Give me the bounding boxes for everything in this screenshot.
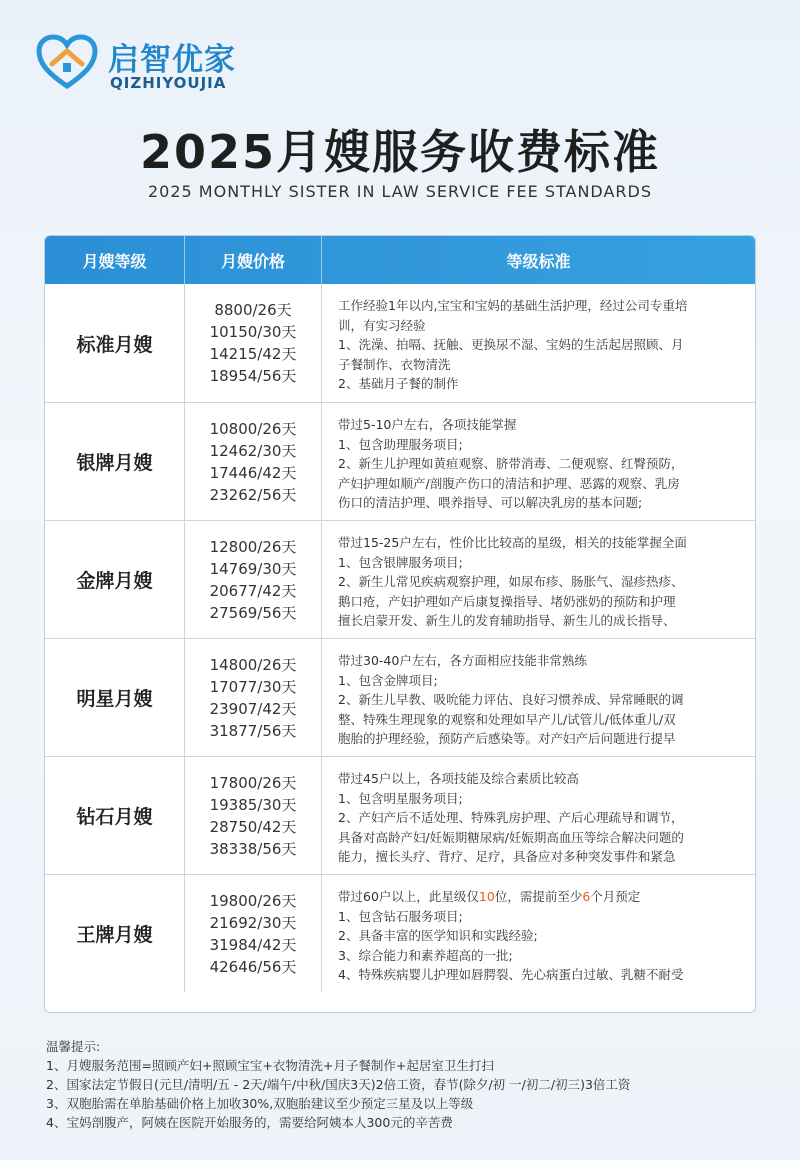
level-name: 金牌月嫂: [45, 521, 185, 638]
price-item: 14215/42天: [209, 345, 297, 363]
description-line: 2、具备丰富的医学知识和实践经验;: [338, 928, 538, 943]
tip-item: 1、月嫂服务范围=照顾产妇+照顾宝宝+衣物清洗+月子餐制作+起居室卫生打扫: [46, 1058, 494, 1073]
page-subtitle: 2025 MONTHLY SISTER IN LAW SERVICE FEE STANDARDS: [148, 182, 652, 201]
description-line: 子餐制作、衣物清洗: [338, 356, 451, 372]
price-list: [185, 403, 322, 520]
description-line: 1、包含钻石服务项目;: [338, 908, 463, 924]
description-line: 带过5-10户左右，各项技能掌握: [338, 417, 517, 432]
price-item: 20677/42天: [209, 581, 297, 600]
price-item: 19385/30天: [209, 795, 297, 814]
description-line: 产妇护理如顺产/剖腹产伤口的清洁和护理、恶露的观察、乳房: [338, 475, 680, 491]
description-line: 整、特殊生理现象的观察和处理如早产儿/试管儿/低体重儿/双: [338, 711, 676, 727]
description-line: 1、包含助理服务项目;: [338, 436, 463, 452]
price-item: 27569/56天: [209, 603, 297, 622]
price-item: 21692/30天: [209, 913, 297, 932]
description-line: 2、基础月子餐的制作: [338, 376, 459, 391]
price-item: 23262/56天: [209, 485, 297, 504]
price-item: 14800/26天: [209, 655, 297, 674]
price-item: 19800/26天: [209, 891, 297, 910]
table-header: [45, 236, 755, 284]
price-item: 17800/26天: [209, 773, 297, 792]
price-item: 31877/56天: [209, 721, 297, 740]
header-level: 月嫂等级: [45, 236, 185, 284]
table-row: [45, 638, 755, 756]
table-row: [45, 520, 755, 638]
description-line: 2、产妇产后不适处理、特殊乳房护理、产后心理疏导和调节，: [338, 810, 684, 825]
brand-name-en: QIZHIYOUJIA: [110, 74, 227, 92]
table-row: [45, 874, 755, 992]
price-item: 8800/26天: [214, 301, 292, 319]
tips-heading: 温馨提示:: [46, 1039, 101, 1054]
description-line: 带过15-25户左右，性价比比较高的星级，相关的技能掌握全面: [338, 535, 687, 550]
description-line: 擅长启蒙开发、新生儿的发育辅助指导、新生儿的成长指导、: [338, 613, 676, 628]
description-line: 1、洗澡、拍嗝、抚触、更换尿不湿、宝妈的生活起居照顾、月: [338, 337, 684, 352]
description-line: 1、包含明星服务项目;: [338, 790, 463, 806]
price-item: 10800/26天: [209, 419, 297, 438]
table-row: [45, 756, 755, 874]
price-item: 12800/26天: [209, 537, 297, 556]
description-line: 带过30-40户左右，各方面相应技能非常熟练: [338, 653, 587, 668]
description-text: 带过60户以上，此星级仅: [338, 889, 479, 904]
level-name: 王牌月嫂: [45, 875, 185, 992]
price-item: 31984/42天: [209, 935, 297, 954]
description-text: 个月预定: [590, 889, 641, 904]
level-description: [322, 757, 755, 874]
header-standard: 等级标准: [506, 251, 571, 271]
description-line: 1、包含金牌项目;: [338, 672, 438, 688]
table-row: [45, 402, 755, 520]
level-description: [322, 639, 755, 756]
description-line: 具备对高龄产妇/妊娠期糖尿病/妊娠期高血压等综合解决问题的: [338, 829, 684, 845]
level-name: 钻石月嫂: [45, 757, 185, 874]
table-body: [45, 284, 755, 992]
description-line: 2、新生儿常见疾病观察护理，如尿布疹、肠胀气、湿疹热疹、: [338, 574, 684, 589]
price-item: 38338/56天: [209, 839, 297, 858]
description-line: 4、特殊疾病婴儿护理如唇腭裂、先心病蛋白过敏、乳糖不耐受: [338, 967, 684, 982]
highlight-number: 10: [478, 889, 495, 904]
table-row: [45, 284, 755, 402]
level-name: 明星月嫂: [45, 639, 185, 756]
level-description: [322, 284, 755, 402]
highlight-number: 6: [582, 889, 591, 904]
tip-item: 2、国家法定节假日(元旦/清明/五 - 2天/端午/中秋/国庆3天)2倍工资，春节(除夕/初 一/初二/初三)3倍工资: [46, 1077, 631, 1092]
price-item: 17077/30天: [209, 677, 297, 696]
price-item: 28750/42天: [209, 817, 297, 836]
price-item: 18954/56天: [209, 367, 297, 385]
brand-name-cn: 启智优家: [108, 42, 236, 78]
house-heart-logo-icon: [36, 34, 98, 90]
level-name: 银牌月嫂: [45, 403, 185, 520]
description-line: 带过45户以上，各项技能及综合素质比较高: [338, 771, 579, 786]
price-list: [185, 521, 322, 638]
level-description: [322, 521, 755, 638]
header-price: 月嫂价格: [185, 236, 322, 284]
page-title: 2025月嫂服务收费标准: [139, 125, 661, 179]
price-list: [185, 875, 322, 992]
description-line: [338, 887, 745, 907]
tip-item: 4、宝妈剖腹产，阿姨在医院开始服务的，需要给阿姨本人300元的辛苦费: [46, 1115, 453, 1130]
description-line: 训，有实习经验: [338, 317, 426, 333]
description-text: 位，需提前至少: [494, 889, 583, 904]
description-line: 2、新生儿护理如黄疸观察、脐带消毒、二便观察、红臀预防，: [338, 456, 684, 471]
price-item: 12462/30天: [209, 441, 297, 460]
description-line: 鹅口疮，产妇护理如产后康复操指导、堵奶涨奶的预防和护理: [338, 593, 676, 609]
price-list: [185, 639, 322, 756]
description-line: 1、包含银牌服务项目;: [338, 554, 463, 570]
price-item: 23907/42天: [209, 699, 297, 718]
description-line: 胞胎的护理经验，预防产后感染等。对产妇产后问题进行提早: [338, 731, 676, 746]
tips-section: [46, 1037, 766, 1132]
price-item: 42646/56天: [209, 957, 297, 976]
description-line: 工作经验1年以内,宝宝和宝妈的基础生活护理，经过公司专重培: [338, 298, 688, 313]
level-description: [322, 403, 755, 520]
description-line: 3、综合能力和素养超高的一批;: [338, 947, 513, 963]
level-description: [322, 875, 755, 992]
price-list: [185, 284, 322, 402]
fee-table: [44, 235, 756, 1013]
description-line: 能力，擅长头疗、背疗、足疗，具备应对多种突发事件和紧急: [338, 849, 676, 864]
price-list: [185, 757, 322, 874]
tip-item: 3、双胞胎需在单胎基础价格上加收30%,双胞胎建议至少预定三星及以上等级: [46, 1096, 474, 1111]
price-item: 14769/30天: [209, 559, 297, 578]
brand-logo: [36, 28, 276, 92]
description-line: 2、新生儿早教、吸吮能力评估、良好习惯养成、异常睡眠的调: [338, 692, 684, 707]
price-item: 10150/30天: [209, 323, 297, 341]
description-line: 伤口的清洁护理、喂养指导、可以解决乳房的基本问题;: [338, 495, 643, 510]
price-item: 17446/42天: [209, 463, 297, 482]
level-name: 标准月嫂: [45, 284, 185, 402]
